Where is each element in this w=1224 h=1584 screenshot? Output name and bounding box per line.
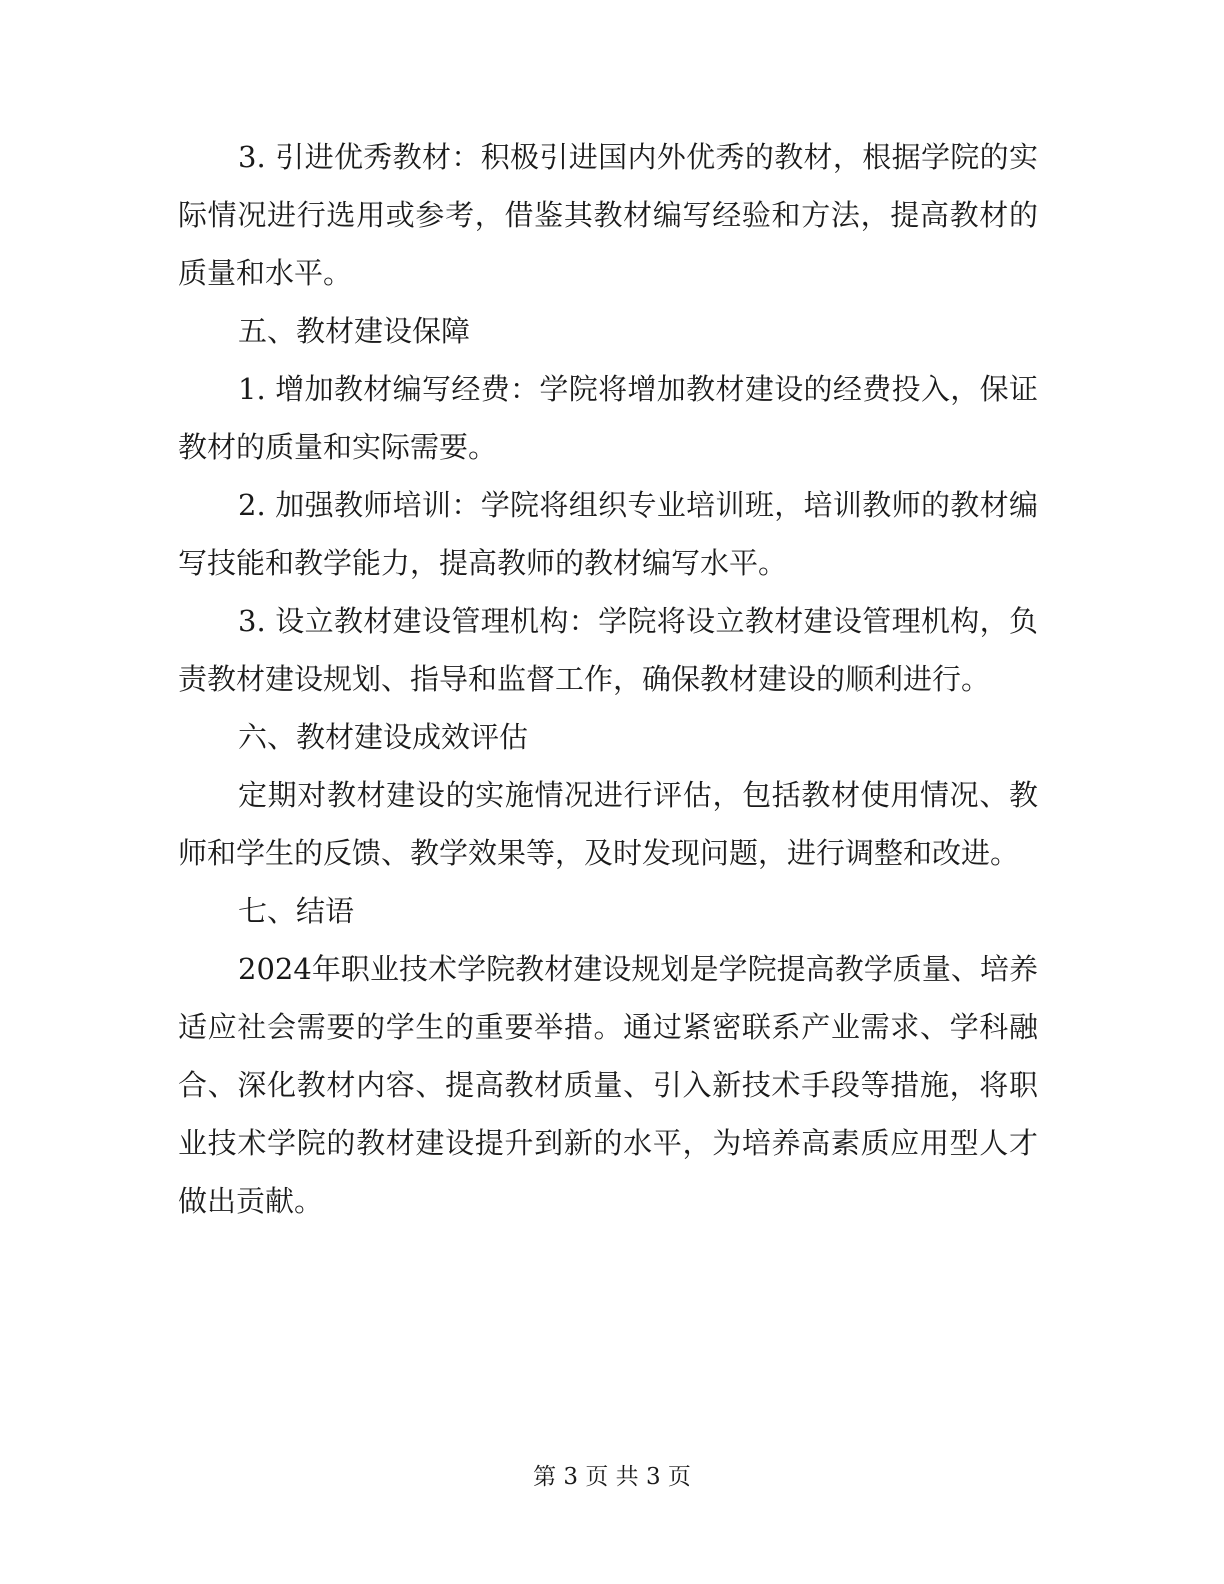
paragraph-teacher-training: 2. 加强教师培训：学院将组织专业培训班，培训教师的教材编写技能和教学能力，提高教师的教材编写水平。 [178, 488, 1038, 580]
paragraph-funding: 1. 增加教材编写经费：学院将增加教材建设的经费投入，保证教材的质量和实际需要。 [178, 372, 1038, 464]
paragraph-management-body: 3. 设立教材建设管理机构：学院将设立教材建设管理机构，负责教材建设规划、指导和监督工作，确保教材建设的顺利进行。 [178, 604, 1038, 696]
section-heading-guarantee: 五、教材建设保障 [238, 314, 471, 348]
section-heading-conclusion: 七、结语 [238, 894, 355, 928]
paragraph-evaluation: 定期对教材建设的实施情况进行评估，包括教材使用情况、教师和学生的反馈、教学效果等，及时发现问题，进行调整和改进。 [178, 778, 1038, 870]
document-body [178, 128, 1038, 1230]
section-heading-evaluation: 六、教材建设成效评估 [238, 720, 529, 754]
paragraph-conclusion: 2024年职业技术学院教材建设规划是学院提高教学质量、培养适应社会需要的学生的重要举措。通过紧密联系产业需求、学科融合、深化教材内容、提高教材质量、引入新技术手段等措施，将职业技术学院的教材建设提升到新的水平，为培养高素质应用型人才做出贡献。 [178, 952, 1038, 1218]
paragraph-intro-textbooks: 3. 引进优秀教材：积极引进国内外优秀的教材，根据学院的实际情况进行选用或参考，借鉴其教材编写经验和方法，提高教材的质量和水平。 [178, 140, 1038, 290]
page-footer: 第 3 页 共 3 页 [533, 1464, 691, 1490]
